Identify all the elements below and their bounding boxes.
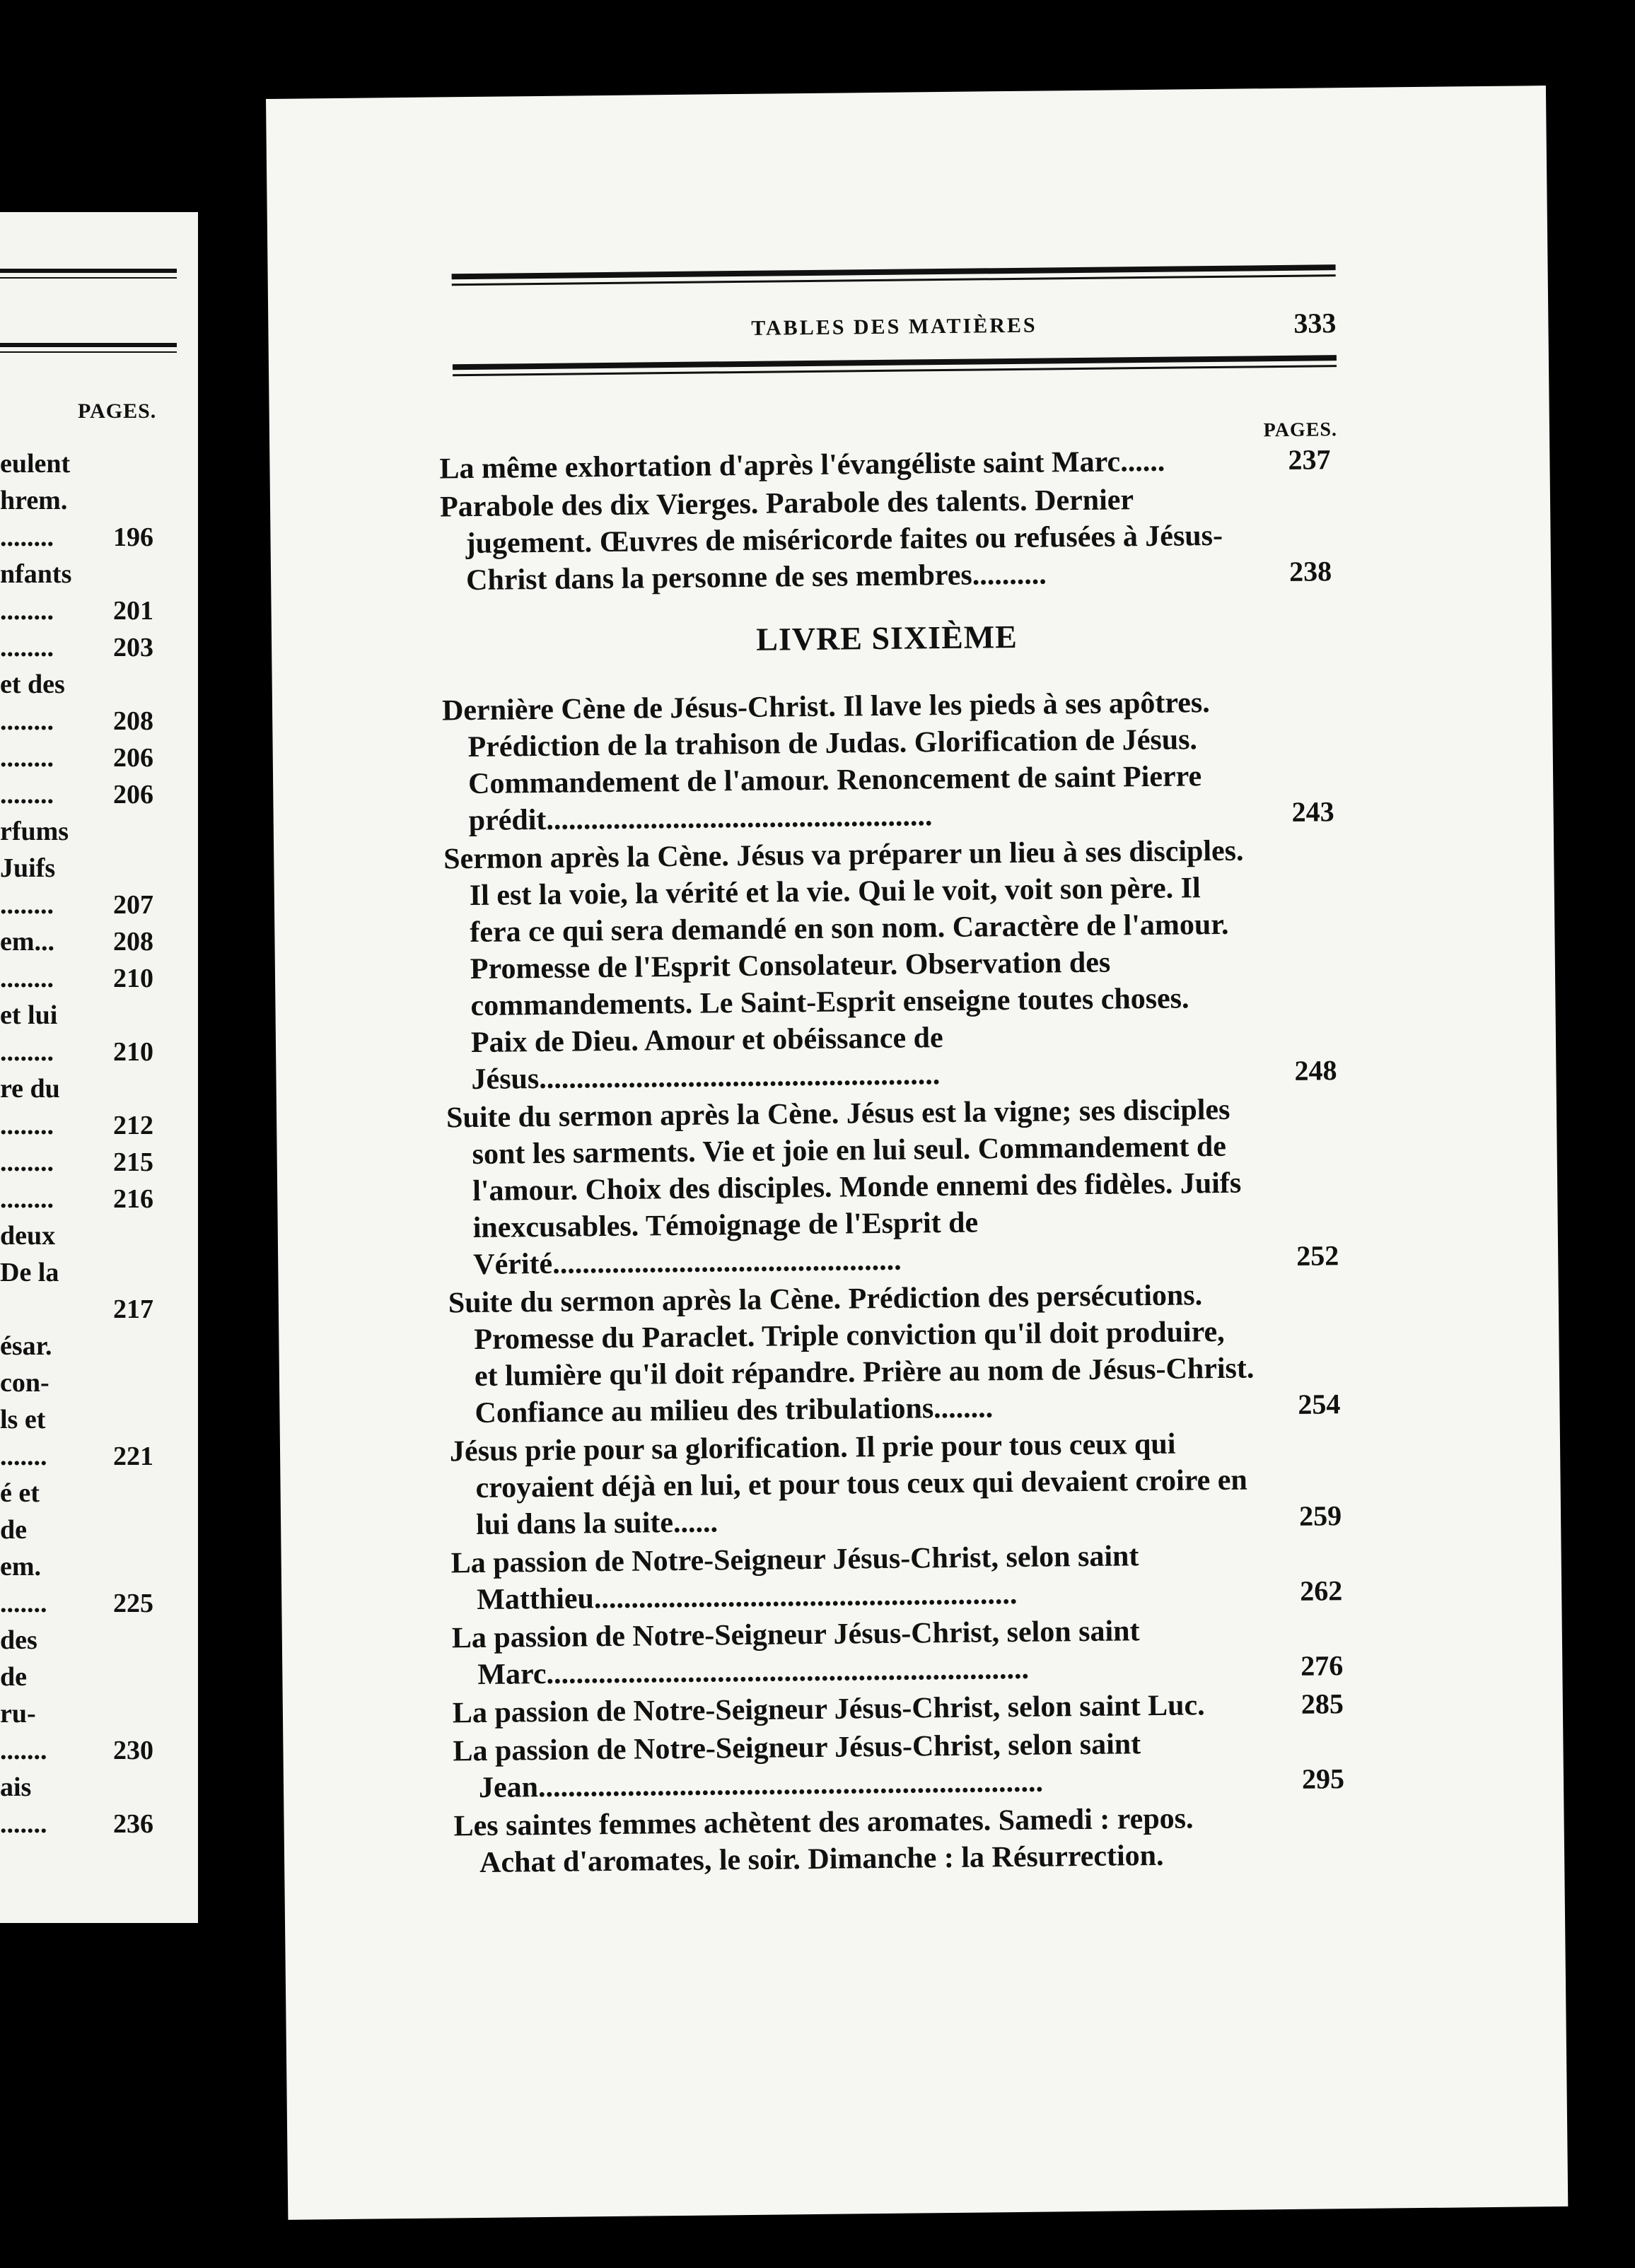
left-toc-line: [0, 556, 177, 592]
top-double-rule: [452, 264, 1336, 286]
left-toc-line: [0, 813, 177, 850]
left-line-text: em.: [0, 1552, 42, 1582]
left-top-rule: [0, 269, 177, 273]
toc-entry-page: 237: [1288, 443, 1331, 476]
left-toc-line: [0, 1659, 177, 1695]
left-line-page: 208: [113, 706, 153, 736]
toc-entry: [452, 1611, 1344, 1693]
left-toc-line: [0, 1695, 177, 1732]
left-toc-line: [0, 850, 177, 887]
pages-column-label: PAGES.: [1263, 419, 1338, 442]
left-line-text: eulent: [0, 449, 71, 479]
left-toc-line: [0, 997, 177, 1034]
left-toc-line: [0, 740, 177, 776]
left-line-text: rfums: [0, 817, 69, 846]
left-line-page: 210: [113, 1037, 153, 1067]
left-toc-line: [0, 482, 177, 519]
left-toc-line: [0, 1291, 177, 1328]
toc-entry-page: 243: [1291, 795, 1334, 828]
left-top-rule-thin: [0, 277, 177, 279]
table-of-contents: [439, 441, 1345, 1883]
left-line-text: et lui: [0, 1000, 58, 1030]
toc-entry-text: Les saintes femmes achètent des aromates. Samedi : repos. Achat d'aromates, le soir. Dimanche : la Résurrection.: [453, 1802, 1194, 1879]
toc-entry: [450, 1536, 1342, 1618]
toc-entry-page: 238: [1288, 555, 1332, 588]
left-line-text: et des: [0, 670, 65, 699]
left-toc-line: [0, 703, 177, 740]
left-line-text: .......: [0, 1736, 47, 1765]
section-title: LIVRE SIXIÈME: [755, 618, 1018, 657]
left-line-text: ........: [0, 964, 54, 993]
left-line-text: ru-: [0, 1699, 36, 1729]
toc-entry-text: Suite du sermon après la Cène. Jésus est la vigne; ses disciples sont les sarments. Vie et joie en lui seul. Commandement de l'amour. Choix des disciples. Monde ennemi des fidèles. Juifs inexcusables. Témoignage de l'Esprit de Vérité...............................................: [446, 1093, 1242, 1282]
left-line-page: 207: [113, 890, 153, 920]
left-toc-line: [0, 1070, 177, 1107]
left-line-text: ........: [0, 706, 54, 736]
left-line-text: ls et: [0, 1405, 46, 1434]
left-toc-line: [0, 629, 177, 666]
toc-entry: [440, 479, 1332, 599]
toc-entry-text: Suite du sermon après la Cène. Prédiction des persécutions. Promesse du Paraclet. Triple conviction qu'il doit produire, et lumière qu'il doit répandre. Prière au nom de Jésus-Christ. Confiance au milieu des tribulations........: [448, 1279, 1255, 1430]
toc-entry: [453, 1799, 1345, 1881]
left-toc-line: [0, 1181, 177, 1217]
left-line-text: .......: [0, 1442, 47, 1471]
left-head-rule: [0, 343, 177, 347]
toc-entry-page: 262: [1299, 1574, 1343, 1607]
left-line-page: 221: [113, 1442, 153, 1471]
left-line-page: 217: [113, 1294, 153, 1324]
left-toc-line: [0, 1769, 177, 1806]
left-line-text: re du: [0, 1074, 60, 1104]
left-line-text: nfants: [0, 559, 72, 589]
toc-entries-after: [442, 683, 1346, 1881]
left-line-page: 206: [113, 780, 153, 809]
left-toc-line: [0, 1548, 177, 1585]
left-toc-line: [0, 592, 177, 629]
left-line-text: .......: [0, 1589, 47, 1618]
left-line-text: hrem.: [0, 486, 68, 515]
toc-entry: [446, 1090, 1339, 1283]
left-toc-line: [0, 1217, 177, 1254]
toc-entry-text: La passion de Notre-Seigneur Jésus-Christ, selon saint Matthieu.........................................................: [450, 1540, 1139, 1616]
left-line-text: ........: [0, 522, 54, 552]
toc-entry: [442, 683, 1334, 839]
left-line-page: 212: [113, 1111, 153, 1140]
toc-entry-page: 276: [1301, 1649, 1344, 1682]
left-toc-line: [0, 445, 177, 482]
toc-entry-text: Parabole des dix Vierges. Parabole des talents. Dernier jugement. Œuvres de miséricorde faites ou refusées à Jésus-Christ dans la personne de ses membres..........: [439, 484, 1223, 597]
left-toc-line: [0, 1622, 177, 1659]
head-double-rule: [453, 355, 1337, 376]
left-pages-label: PAGES.: [78, 399, 157, 423]
left-toc-line: [0, 666, 177, 703]
toc-entry-text: La passion de Notre-Seigneur Jésus-Christ, selon saint Luc.: [452, 1689, 1205, 1730]
left-line-text: Juifs: [0, 853, 56, 883]
running-title: TABLES DES MATIÈRES: [751, 313, 1037, 340]
toc-entry-text: La passion de Notre-Seigneur Jésus-Christ, selon saint Jean....................................................................: [453, 1728, 1141, 1804]
toc-entry-text: La même exhortation d'après l'évangéliste saint Marc......: [439, 445, 1165, 486]
left-line-page: 230: [113, 1736, 153, 1765]
left-line-text: De la: [0, 1258, 59, 1287]
toc-entry-text: La passion de Notre-Seigneur Jésus-Christ, selon saint Marc.................................................................: [451, 1615, 1140, 1691]
left-toc-line: [0, 1328, 177, 1364]
running-head: [452, 307, 1337, 355]
left-toc-line: [0, 1034, 177, 1070]
left-toc-line: [0, 1438, 177, 1475]
left-toc-line: [0, 1732, 177, 1769]
left-line-text: ........: [0, 1147, 54, 1177]
toc-entry-page: 259: [1298, 1500, 1342, 1532]
toc-entry-text: Dernière Cène de Jésus-Christ. Il lave les pieds à ses apôtres. Prédiction de la trahison de Judas. Glorification de Jésus. Commandement de l'amour. Renoncement de saint Pierre prédit....................................................: [441, 686, 1210, 838]
left-toc-line: [0, 519, 177, 556]
left-line-text: ........: [0, 743, 54, 773]
toc-entry-page: 254: [1298, 1388, 1341, 1420]
toc-entries-before: [439, 441, 1332, 599]
left-line-text: des: [0, 1625, 37, 1655]
left-line-page: 206: [113, 743, 153, 773]
left-line-page: 216: [113, 1184, 153, 1214]
left-line-page: 196: [113, 522, 153, 552]
left-toc-line: [0, 1401, 177, 1438]
toc-entry-page: 295: [1301, 1763, 1345, 1795]
left-line-text: ........: [0, 1037, 54, 1067]
left-toc-line: [0, 1107, 177, 1144]
left-line-text: ésar.: [0, 1331, 52, 1361]
toc-entry: [448, 1275, 1341, 1432]
right-page: [266, 86, 1568, 2220]
left-line-text: deux: [0, 1221, 56, 1251]
left-line-text: ........: [0, 890, 54, 920]
toc-entry-page: 285: [1301, 1688, 1344, 1720]
left-line-text: ........: [0, 1111, 54, 1140]
left-toc-line: [0, 1144, 177, 1181]
left-toc-line: [0, 776, 177, 813]
left-line-text: em...: [0, 927, 55, 957]
left-toc-line: [0, 1585, 177, 1622]
left-line-text: é et: [0, 1478, 40, 1508]
left-toc-line: [0, 887, 177, 923]
left-line-text: de: [0, 1515, 27, 1545]
left-line-page: 203: [113, 633, 153, 662]
left-line-text: ........: [0, 596, 54, 626]
toc-entry: [453, 1724, 1344, 1806]
left-line-text: ........: [0, 780, 54, 809]
page-number: 333: [1293, 307, 1337, 339]
left-toc-line: [0, 960, 177, 997]
left-head-rule-thin: [0, 351, 177, 353]
left-toc-line: [0, 1475, 177, 1512]
toc-entry-page: 252: [1296, 1239, 1339, 1272]
toc-entry-text: Jésus prie pour sa glorification. Il prie pour tous ceux qui croyaient déjà en lui, et pour tous ceux qui devaient croire en lui dans la suite......: [449, 1427, 1247, 1541]
left-line-page: 225: [113, 1589, 153, 1618]
left-toc-line: [0, 1512, 177, 1548]
left-toc-line: [0, 1364, 177, 1401]
left-line-text: con-: [0, 1368, 50, 1398]
toc-entry-page: 248: [1294, 1054, 1337, 1087]
left-line-text: ........: [0, 633, 54, 662]
left-toc-line: [0, 1254, 177, 1291]
left-line-page: 210: [113, 964, 153, 993]
left-line-page: 236: [113, 1809, 153, 1839]
left-line-page: 201: [113, 596, 153, 626]
left-line-text: .......: [0, 1809, 47, 1839]
left-line-page: 215: [113, 1147, 153, 1177]
left-toc-line: [0, 923, 177, 960]
left-facing-page: [0, 212, 198, 1923]
left-line-text: ........: [0, 1184, 54, 1214]
left-line-text: de: [0, 1662, 27, 1692]
toc-entry-text: Sermon après la Cène. Jésus va préparer un lieu à ses disciples. Il est la voie, la vérité et la vie. Qui le voit, voit son père. Il fera ce qui sera demandé en son nom. Caractère de l'amour. Promesse de l'Esprit Consolateur. Observation des commandements. Le Saint-Esprit enseigne toutes choses. Paix de Dieu. Amour et obéissance de Jésus......................................................: [443, 834, 1244, 1097]
left-line-page: 208: [113, 927, 153, 957]
left-line-text: ais: [0, 1772, 32, 1802]
toc-entry: [443, 831, 1337, 1098]
toc-entry: [450, 1424, 1342, 1543]
left-toc-line: [0, 1806, 177, 1842]
